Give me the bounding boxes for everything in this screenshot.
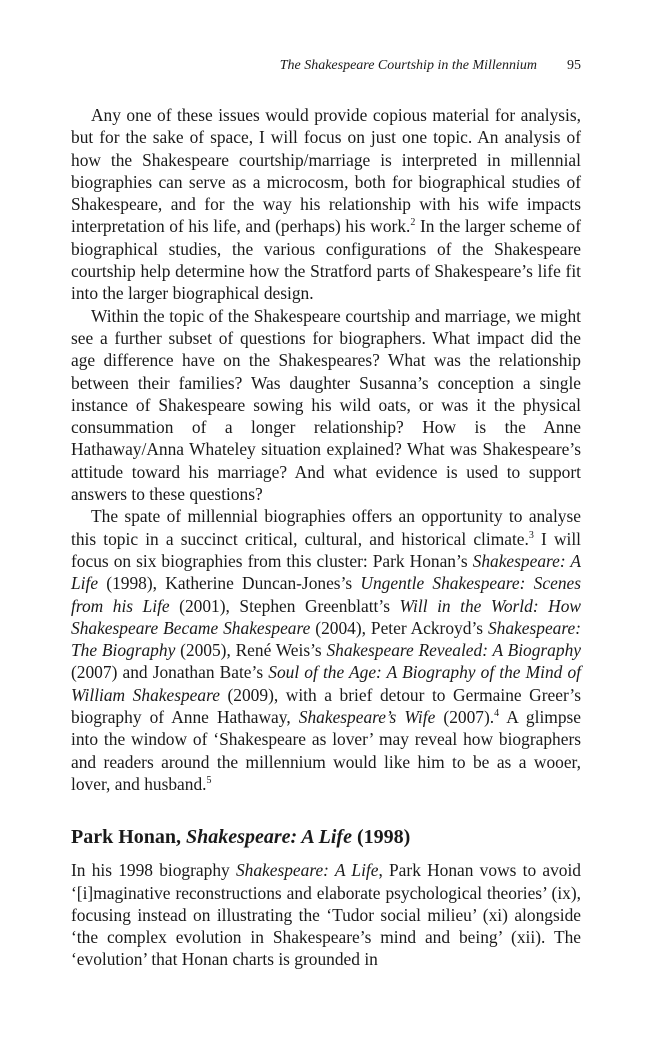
italic-title: Shakespeare: A Life xyxy=(71,550,581,594)
footnote-ref: 5 xyxy=(206,775,212,787)
text-run: (2007). xyxy=(435,707,495,728)
text-run: A glimpse into the window of ‘Shakespeare as lover’ may reveal how biographers and readers around the millennium would like him to be as a wooer, lover, and husband. xyxy=(71,707,581,794)
book-page xyxy=(71,58,581,971)
text-run: (2007) and Jonathan Bate’s xyxy=(71,662,269,683)
italic-title: Shakespeare Revealed: A Biography xyxy=(326,640,581,661)
text-run: In the larger scheme of biographical studies, the various configurations of the Shakespeare courtship help determine how the Stratford parts of Shakespeare’s life fit into the larger biographical design. xyxy=(71,216,581,304)
text-run: (2004), Peter Ackroyd’s xyxy=(310,617,488,638)
text-run: The spate of millennial biographies offers an opportunity to analyse this topic in a succinct critical, cultural, and historical climate. xyxy=(71,506,581,549)
paragraph-4 xyxy=(71,859,581,970)
text-run: (1998), Katherine Duncan-Jones’s xyxy=(98,573,361,594)
text-run: (2005), René Weis’s xyxy=(175,640,327,661)
footnote-ref: 2 xyxy=(410,217,416,229)
running-head xyxy=(71,58,581,80)
text-run: , Park Honan vows to avoid ‘[i]maginative reconstructions and elaborate psychological theories’ (ix), focusing instead on illustrating the ‘Tudor social milieu’ (xi) alongside ‘the complex evolution in Shakespeare’s mind and being’ (xii). The ‘evolution’ that Honan charts is grounded in xyxy=(71,860,581,970)
italic-title: Shakespeare’s Wife xyxy=(298,707,436,728)
italic-title: Shakespeare: A Life xyxy=(235,860,379,881)
italic-title: Shakespeare: The Biography xyxy=(71,617,582,661)
text-run: I will focus on six biographies from this cluster: Park Honan’s xyxy=(71,528,581,571)
italic-title: Will in the World: How Shakespeare Became Shakespeare xyxy=(71,595,581,638)
section-heading-plain: Park Honan, xyxy=(71,826,187,849)
footnote-ref: 4 xyxy=(494,708,500,720)
text-run: Within the topic of the Shakespeare courtship and marriage, we might see a further subset of questions for biographers. What impact did the age difference have on the Shakespeares? What was the relationship between their families? Was daughter Susanna’s conception a single instance of Shakespeare sowing his wild oats, or was it the physical consummation of a longer relationship? How is the Anne Hathaway/Anna Whateley situation explained? What was Shakespeare’s attitude toward his marriage? And what evidence is used to support answers to these questions? xyxy=(71,305,581,505)
section-heading-italic: Shakespeare: A Life xyxy=(186,826,352,849)
paragraph-3 xyxy=(71,505,581,795)
text-run: Any one of these issues would provide copious material for analysis, but for the sake of space, I will focus on just one topic. An analysis of how the Shakespeare courtship/marriage is interpreted in millennial biographies can serve as a microcosm, both for biographical studies of Shakespeare, and for the way his relationship with his wife impacts interpretation of his life, and (perhaps) his work. xyxy=(71,105,581,237)
text-run: (2001), Stephen Greenblatt’s xyxy=(169,595,400,616)
section-heading-after: (1998) xyxy=(351,826,411,849)
italic-title: Ungentle Shakespeare: Scenes from his Life xyxy=(71,573,581,616)
text-run: In his 1998 biography xyxy=(71,860,236,881)
running-title: The Shakespeare Courtship in the Millennium xyxy=(279,58,537,73)
body-text xyxy=(71,104,581,971)
page-number: 95 xyxy=(567,58,581,73)
italic-title: Soul of the Age: A Biography of the Mind of William Shakespeare xyxy=(71,662,581,705)
paragraph-1 xyxy=(71,104,581,305)
paragraph-2 xyxy=(71,305,581,506)
footnote-ref: 3 xyxy=(528,529,534,541)
section-heading xyxy=(71,825,581,849)
text-run: (2009), with a brief detour to Germaine Greer’s biography of Anne Hathaway, xyxy=(71,684,581,728)
